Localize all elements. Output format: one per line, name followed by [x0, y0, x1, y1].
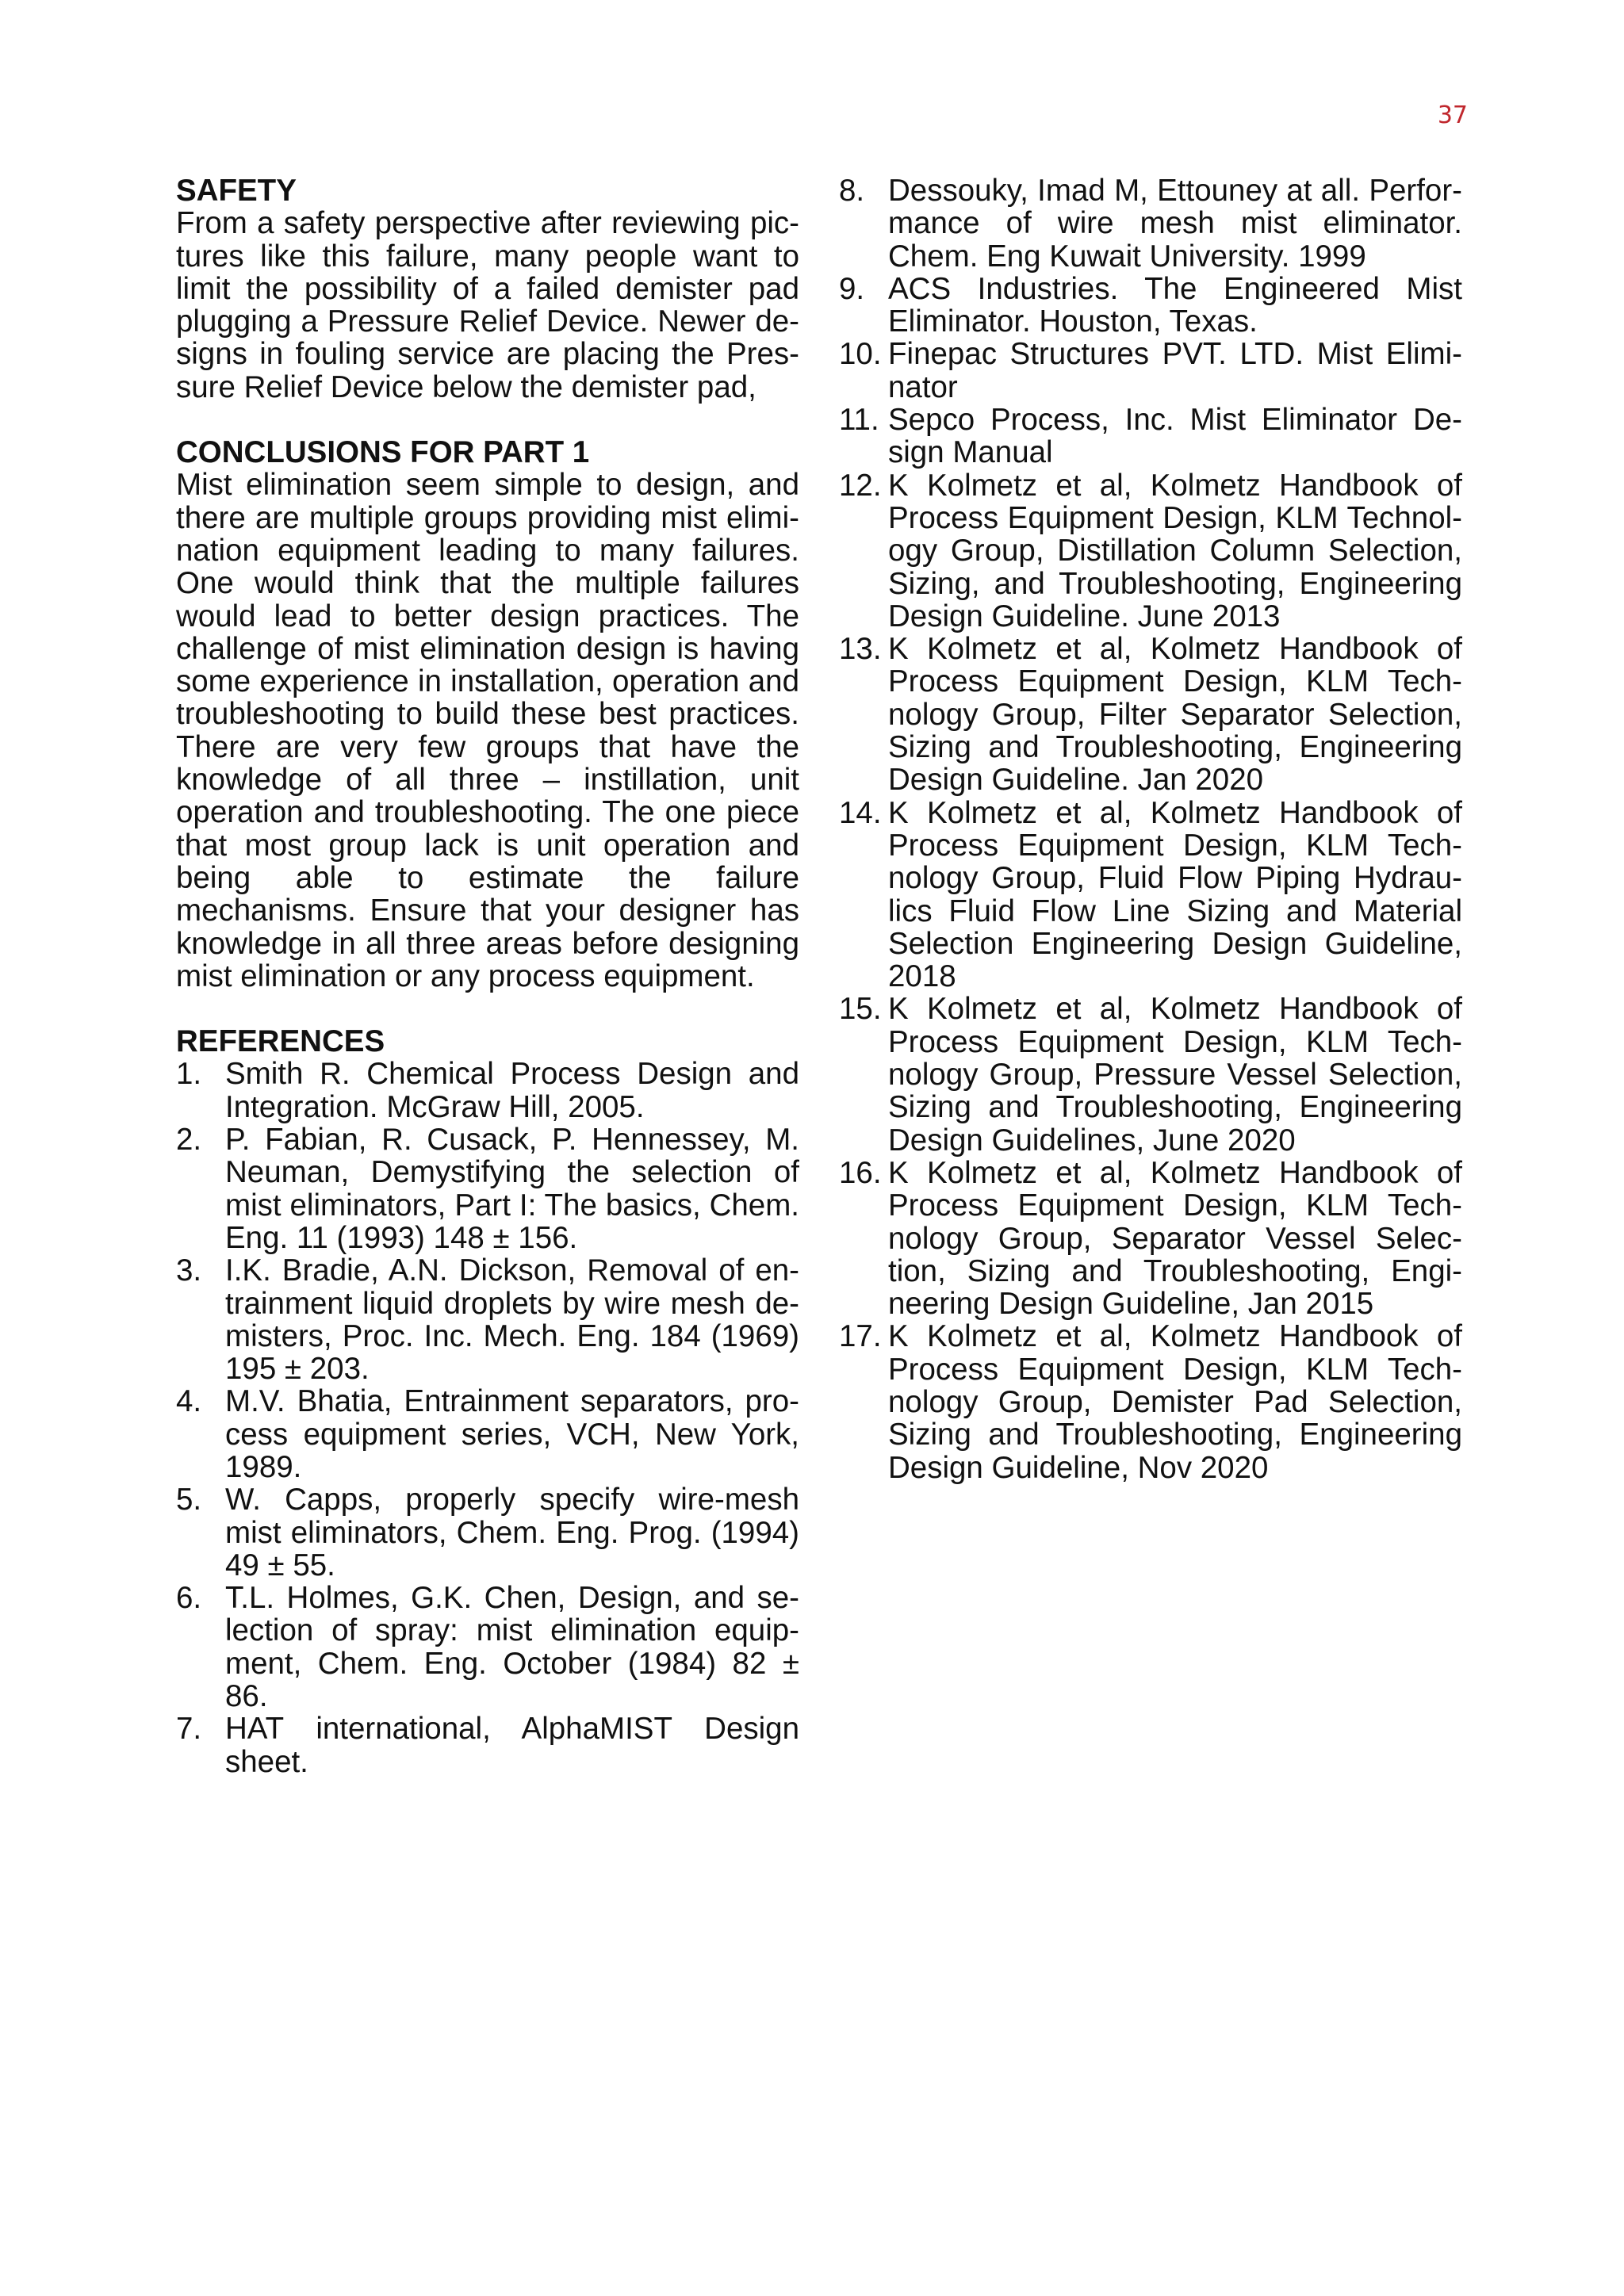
reference-item [176, 1123, 799, 1254]
reference-item [839, 338, 1462, 404]
reference-item [839, 993, 1462, 1156]
reference-item [176, 1582, 799, 1712]
reference-text: Sepco Process, Inc. Mist Eliminator Design Manual [888, 403, 1462, 470]
reference-text: Finepac Structures PVT. LTD. Mist Eliminator [888, 337, 1462, 404]
reference-number: 10. [839, 337, 882, 372]
reference-item [839, 469, 1462, 633]
right-column [839, 174, 1462, 1484]
references-section [176, 1025, 799, 1778]
references-heading: REFERENCES [176, 1024, 385, 1059]
reference-item [839, 633, 1462, 796]
reference-item [176, 1712, 799, 1778]
reference-number: 14. [839, 795, 882, 830]
reference-text: K Kolmetz et al, Kolmetz Handbook of Process Equipment Design, KLM Technology Group, Filter Separator Selection, Sizing and Troubleshooting, Engineering Design Guideline. Jan 2020 [888, 632, 1462, 798]
reference-number: 9. [839, 271, 865, 306]
left-column [176, 174, 799, 1778]
reference-number: 2. [176, 1123, 202, 1158]
reference-number: 13. [839, 632, 882, 667]
reference-number: 1. [176, 1057, 202, 1092]
reference-item [839, 273, 1462, 339]
safety-text: From a safety perspective after reviewing pictures like this failure, many people want to limit the possibility of a failed demister pad plugging a Pressure Relief Device. Newer designs in fouling service are placing the Pressure Relief Device below the demister pad, [176, 206, 799, 404]
reference-number: 16. [839, 1155, 882, 1190]
reference-item [176, 1058, 799, 1123]
reference-text: K Kolmetz et al, Kolmetz Handbook of Process Equipment Design, KLM Technology Group, Fluid Flow Piping Hydraulics Fluid Flow Line Sizing and Material Selection Engineering Design Guideline, 2018 [888, 795, 1462, 994]
safety-heading: SAFETY [176, 174, 297, 208]
reference-number: 4. [176, 1384, 202, 1419]
section-gap [176, 993, 799, 1025]
reference-list-left [176, 1058, 799, 1778]
reference-item [176, 1483, 799, 1582]
safety-section [176, 174, 799, 404]
conclusions-text: Mist elimination seem simple to design, and there are multiple groups providing mist elimination equipment leading to many failures. One would think that the multiple failures would lead to better design practices. The challenge of mist elimination design is having some experience in installation, operation and troubleshooting to build these best practices. There are very few groups that have the knowledge of all three – instillation, unit operation and troubleshooting. The one piece that most group lack is unit operation and being able to estimate the failure mechanisms. Ensure that your designer has knowledge in all three areas before designing mist elimination or any process equipment. [176, 468, 799, 993]
reference-text: K Kolmetz et al, Kolmetz Handbook of Process Equipment Design, KLM Technology Group, Pressure Vessel Selection, Sizing and Troubleshooting, Engineering Design Guidelines, June 2020 [888, 992, 1462, 1158]
reference-text: M.V. Bhatia, Entrainment separators, process equipment series, VCH, New York, 1989. [225, 1384, 799, 1484]
page-number: 37 [1437, 101, 1468, 129]
reference-item [176, 1254, 799, 1385]
reference-number: 11. [839, 403, 879, 438]
reference-text: W. Capps, properly specify wire-mesh mist eliminators, Chem. Eng. Prog. (1994) 49 ± 55. [225, 1483, 799, 1582]
reference-text: Smith R. Chemical Process Design and Integration. McGraw Hill, 2005. [225, 1057, 799, 1124]
reference-number: 8. [839, 174, 865, 208]
reference-item [176, 1385, 799, 1483]
reference-item [839, 797, 1462, 993]
reference-text: P. Fabian, R. Cusack, P. Hennessey, M. Neuman, Demystifying the selection of mist eliminators, Part I: The basics, Chem. Eng. 11 (1993) 148 ± 156. [225, 1123, 799, 1255]
reference-item [839, 174, 1462, 273]
reference-item [839, 404, 1462, 469]
section-gap [176, 404, 799, 436]
reference-item [839, 1157, 1462, 1320]
reference-number: 5. [176, 1483, 202, 1517]
conclusions-heading: CONCLUSIONS FOR PART 1 [176, 435, 590, 470]
reference-number: 3. [176, 1253, 202, 1288]
reference-text: K Kolmetz et al, Kolmetz Handbook of Process Equipment Design, KLM Technology Group, Distillation Column Selection, Sizing, and Troubleshooting, Engineering Design Guideline. June 2013 [888, 468, 1462, 633]
reference-number: 17. [839, 1319, 882, 1354]
conclusions-section [176, 436, 799, 993]
reference-text: Dessouky, Imad M, Ettouney at all. Performance of wire mesh mist eliminator. Chem. Eng Kuwait University. 1999 [888, 174, 1462, 274]
reference-number: 6. [176, 1581, 202, 1616]
reference-number: 15. [839, 992, 882, 1027]
reference-text: K Kolmetz et al, Kolmetz Handbook of Process Equipment Design, KLM Technology Group, Separator Vessel Selection, Sizing and Troubleshooting, Engineering Design Guideline, Jan 2015 [888, 1155, 1462, 1322]
reference-text: I.K. Bradie, A.N. Dickson, Removal of entrainment liquid droplets by wire mesh demisters, Proc. Inc. Mech. Eng. 184 (1969) 195 ± 203. [225, 1253, 799, 1387]
reference-text: HAT international, AlphaMIST Design sheet. [225, 1712, 799, 1779]
reference-list-right [839, 174, 1462, 1484]
reference-number: 7. [176, 1712, 202, 1747]
reference-text: K Kolmetz et al, Kolmetz Handbook of Process Equipment Design, KLM Technology Group, Demister Pad Selection, Sizing and Troubleshooting, Engineering Design Guideline, Nov 2020 [888, 1319, 1462, 1485]
reference-text: ACS Industries. The Engineered Mist Eliminator. Houston, Texas. [888, 271, 1462, 339]
reference-number: 12. [839, 468, 882, 503]
reference-text: T.L. Holmes, G.K. Chen, Design, and selection of spray: mist elimination equipment, Chem. Eng. October (1984) 82 ± 86. [225, 1581, 799, 1714]
reference-item [839, 1320, 1462, 1483]
